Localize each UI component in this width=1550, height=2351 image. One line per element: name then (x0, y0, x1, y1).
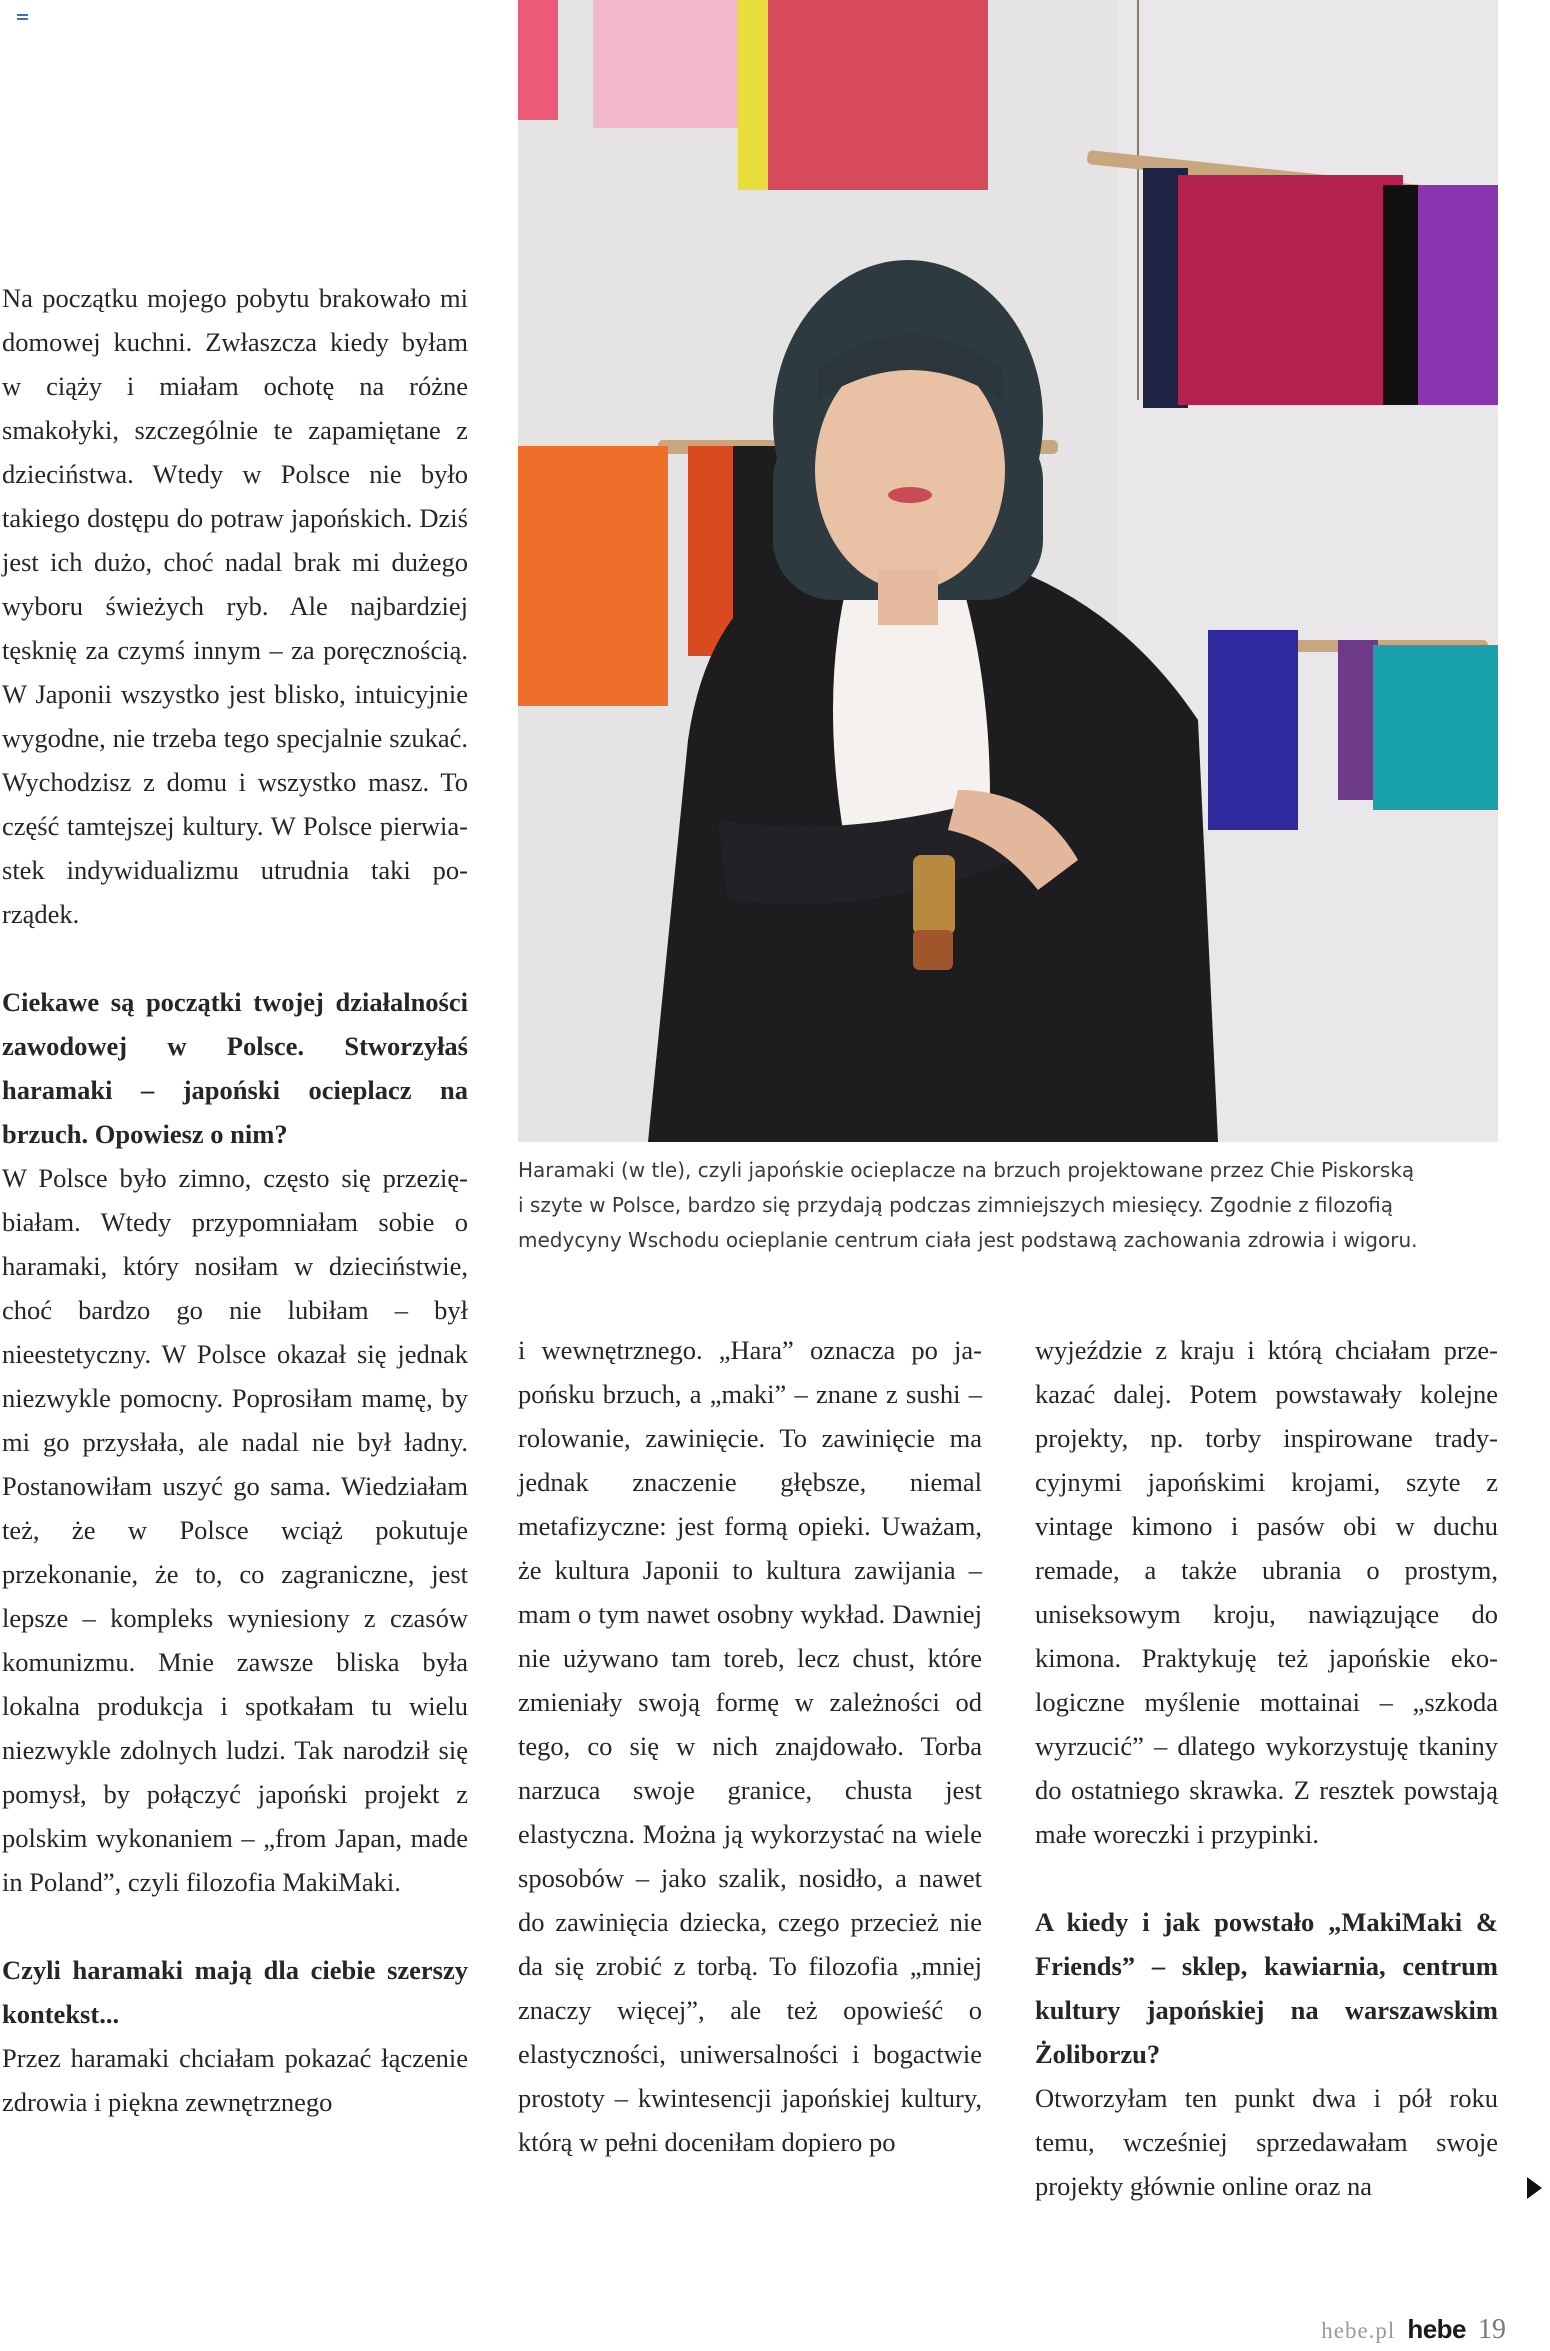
interview-paragraph: Przez haramaki chciałam pokazać łączenie zdrowia i piękna zewnętrznego (2, 2043, 468, 2117)
page-footer (1321, 2314, 1506, 2346)
footer-site[interactable]: hebe.pl (1321, 2318, 1396, 2343)
interview-paragraph: wyjeździe z kraju i którą chciałam przekazać dalej. Potem powstawały kolejne projekty, np. torby inspirowane tradycyjnymi japońskimi krojami, szyte z vintage kimono i pasów obi w duchu remade, a także ubrania o prostym, uniseksowym kroju, nawiązujące do kimona. Praktykuję też japońskie ekologiczne myślenie mottainai – „szkoda wyrzucić” – dlatego wykorzystuję tkaniny do ostatniego skrawka. Z resztek powstają małe woreczki i przypinki. (1035, 1335, 1498, 1849)
article-column-1 (2, 276, 468, 2124)
menu-icon[interactable] (17, 14, 28, 24)
portrait-photo (518, 0, 1498, 1142)
page-number: 19 (1478, 2314, 1506, 2345)
next-page-arrow-icon[interactable] (1527, 2177, 1542, 2199)
photo-caption (518, 1153, 1508, 1258)
footer-brand-logo: hebe (1407, 2314, 1466, 2344)
paragraph-gap (2, 936, 468, 980)
caption-line-1: Haramaki (w tle), czyli japońskie ocieplacze na brzuch projektowane przez Chie Piskorską (518, 1158, 1415, 1182)
paragraph-gap (2, 1904, 468, 1948)
paragraph-gap (1035, 1856, 1498, 1900)
caption-line-2: i szyte w Polsce, bardzo się przydają podczas zimniejszych miesięcy. Zgodnie z filozofią (518, 1193, 1394, 1217)
interview-question: Ciekawe są początki twojej działalności zawodowej w Polsce. Stworzyłaś haramaki – japoński ocieplacz na brzuch. Opowiesz o nim? (2, 987, 468, 1149)
interview-paragraph: i wewnętrznego. „Hara” oznacza po japońsku brzuch, a „maki” – znane z sushi – rolowanie, zawinięcie. To zawinięcie ma jednak znaczenie głębsze, niemal metafizyczne: jest formą opieki. Uważam, że kultura Japonii to kultura zawijania – mam o tym nawet osobny wykład. Dawniej nie używano tam toreb, lecz chust, które zmieniały swoją formę w zależności od tego, co się w nich znajdowało. Torba narzuca swoje granice, chusta jest elastyczna. Można ją wykorzystać na wiele sposobów – jako szalik, nosidło, a nawet do zawinięcia dziecka, czego przecież nie da się zrobić z torbą. To filozofia „mniej znaczy więcej”, ale też opowieść o elastyczności, uniwersalności i bogactwie prostoty – kwintesencji japońskiej kultury, którą w pełni doceniłam dopiero po (518, 1335, 982, 2157)
article-column-2 (518, 1328, 982, 2164)
interview-question: A kiedy i jak powstało „MakiMaki & Friends” – sklep, kawiarnia, centrum kultury japońskiej na warszawskim Żoliborzu? (1035, 1907, 1498, 2069)
interview-question: Czyli haramaki mają dla ciebie szerszy kontekst... (2, 1955, 468, 2029)
caption-line-3: medycyny Wschodu ocieplanie centrum ciała jest podstawą zachowania zdrowia i wigoru. (518, 1228, 1418, 1252)
article-column-3 (1035, 1328, 1498, 2208)
interview-paragraph: W Polsce było zimno, często się przeziębiałam. Wtedy przypomniałam sobie o haramaki, który nosiłam w dzieciństwie, choć bardzo go nie lubiłam – był nieestetyczny. W Polsce okazał się jednak niezwykle pomocny. Poprosiłam mamę, by mi go przysłała, ale nadal nie był ładny. Postanowiłam uszyć go sama. Wiedziałam też, że w Polsce wciąż pokutuje przekonanie, że to, co zagraniczne, jest lepsze – kompleks wyniesiony z czasów komunizmu. Mnie zawsze bliska była lokalna produkcja i spotkałam tu wielu niezwykle zdolnych ludzi. Tak narodził się pomysł, by połączyć japoński projekt z polskim wykonaniem – „from Japan, made in Poland”, czyli filozofia MakiMaki. (2, 1163, 468, 1897)
interview-paragraph: Na początku mojego pobytu brakowało mi domowej kuchni. Zwłaszcza kiedy byłam w ciąży i miałam ochotę na różne smakołyki, szczególnie te zapamiętane z dzieciństwa. Wtedy w Polsce nie było takiego dostępu do potraw japońskich. Dziś jest ich dużo, choć nadal brak mi dużego wyboru świeżych ryb. Ale najbardziej tęsknię za czymś innym – za poręcznością. W Japonii wszystko jest blisko, intuicyjnie wygodne, nie trzeba tego specjalnie szukać. Wychodzisz z domu i wszystko masz. To część tamtejszej kultury. W Polsce pierwiastek indywidualizmu utrudnia taki porządek. (2, 283, 468, 929)
interview-paragraph: Otworzyłam ten punkt dwa i pół roku temu, wcześniej sprzedawałam swoje projekty głównie online oraz na (1035, 2083, 1498, 2201)
